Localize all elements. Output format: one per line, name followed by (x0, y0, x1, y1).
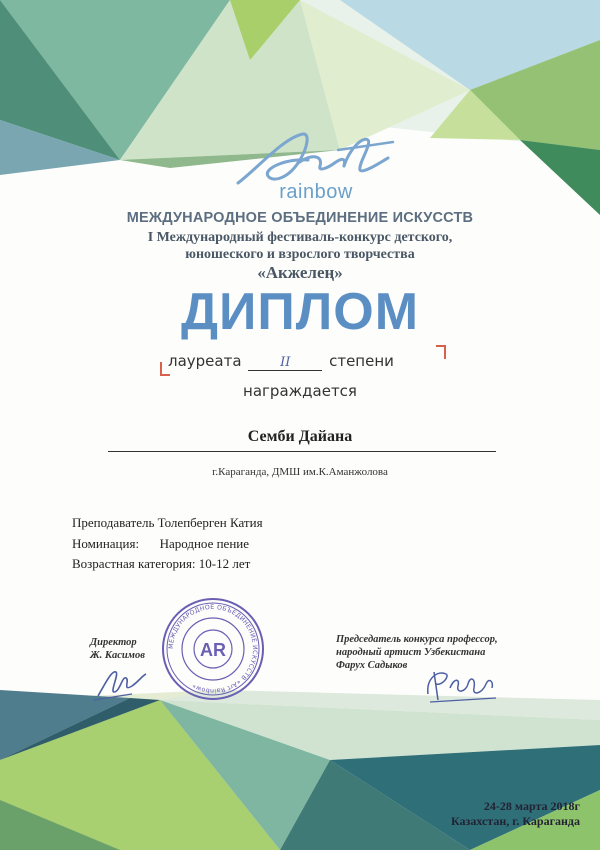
laureate-line (168, 352, 436, 371)
age-category-line: Возрастная категория: 10-12 лет (72, 556, 251, 571)
festival-title-line-2: юношеского и взрослого творчества (185, 247, 415, 262)
festival-name: «Акжелең» (257, 263, 343, 282)
stamp-center-text: AR (200, 640, 226, 660)
festival-title-line-1: I Международный фестиваль-конкурс детского, (147, 230, 453, 245)
laureate-prefix: лауреата (168, 352, 242, 370)
organization-stamp (160, 596, 266, 702)
director-signature-label (90, 636, 145, 662)
awarded-text: награждается (243, 382, 357, 400)
logo-wordmark: rainbow (279, 181, 353, 203)
corner-bracket-right (436, 345, 446, 359)
laureate-suffix: степени (329, 352, 394, 370)
event-dates: 24-28 марта 2018г (483, 799, 580, 813)
teacher-line: Преподаватель Толепберген Катия (72, 515, 263, 530)
degree-handwritten: II (248, 355, 322, 371)
nomination-label: Номинация: (72, 536, 140, 551)
chairman-title: Председатель конкурса профессор, (336, 634, 498, 645)
recipient-school: г.Караганда, ДМШ им.К.Аманжолова (212, 466, 388, 478)
chairman-name: Фарух Садыков (336, 660, 408, 671)
director-name: Ж. Касимов (90, 650, 145, 661)
nomination-value: Народное пение (159, 536, 250, 551)
event-place: Казахстан, г. Караганда (450, 814, 580, 828)
chairman-title-2: народный артист Узбекистана (336, 647, 486, 658)
chairman-signature (420, 664, 500, 706)
stamp-ring-text: МЕЖДУНАРОДНОЕ ОБЪЕДИНЕНИЕ ИСКУССТВ «Art Rainbow» (167, 603, 259, 695)
recipient-underline (108, 451, 496, 452)
director-title: Директор (90, 637, 137, 648)
director-signature (92, 662, 150, 702)
diploma-title: ДИПЛОМ (180, 283, 420, 341)
nomination-line (72, 536, 249, 552)
organization-name: МЕЖДУНАРОДНОЕ ОБЪЕДИНЕНИЕ ИСКУССТВ (126, 210, 474, 226)
recipient-name: Семби Дайана (247, 428, 353, 445)
